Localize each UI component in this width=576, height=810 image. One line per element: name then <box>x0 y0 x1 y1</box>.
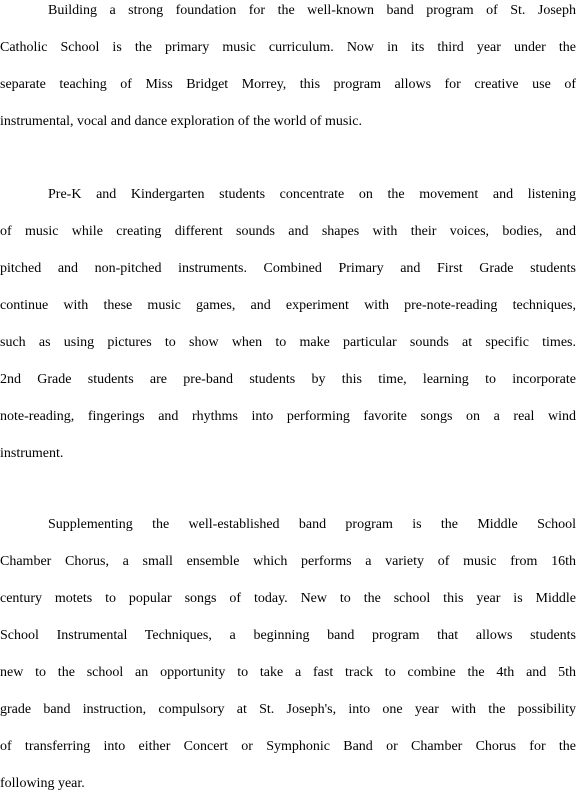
paragraph-line: Building a strong foundation for the well-known band program of St. Joseph <box>48 3 576 18</box>
paragraph-1 <box>0 0 576 140</box>
paragraph-line: separate teaching of Miss Bridget Morrey, this program allows for creative use of <box>0 77 576 92</box>
paragraph-line: pitched and non-pitched instruments. Combined Primary and First Grade students <box>0 261 576 276</box>
paragraph-line: continue with these music games, and experiment with pre-note-reading techniques, <box>0 298 576 313</box>
paragraph-line: of music while creating different sounds and shapes with their voices, bodies, and <box>0 224 576 239</box>
paragraph-line: following year. <box>0 776 85 791</box>
paragraph-line: new to the school an opportunity to take a fast track to combine the 4th and 5th <box>0 665 576 680</box>
paragraph-line: School Instrumental Techniques, a beginning band program that allows students <box>0 628 576 643</box>
paragraph-line: Chamber Chorus, a small ensemble which performs a variety of music from 16th <box>0 554 576 569</box>
paragraph-line: grade band instruction, compulsory at St. Joseph's, into one year with the possibility <box>0 702 576 717</box>
paragraph-line: instrumental, vocal and dance exploration of the world of music. <box>0 114 362 129</box>
paragraph-line: instrument. <box>0 446 64 461</box>
paragraph-line: Supplementing the well-established band program is the Middle School <box>48 517 576 532</box>
paragraph-line: Pre-K and Kindergarten students concentrate on the movement and listening <box>48 187 576 202</box>
paragraph-line: Catholic School is the primary music curriculum. Now in its third year under the <box>0 40 576 55</box>
paragraph-line: century motets to popular songs of today. New to the school this year is Middle <box>0 591 576 606</box>
paragraph-3 <box>0 506 576 802</box>
paragraph-line: such as using pictures to show when to make particular sounds at specific times. <box>0 335 576 350</box>
paragraph-2 <box>0 176 576 472</box>
paragraph-line: note-reading, fingerings and rhythms into performing favorite songs on a real wind <box>0 409 576 424</box>
paragraph-line: of transferring into either Concert or Symphonic Band or Chamber Chorus for the <box>0 739 576 754</box>
paragraph-line: 2nd Grade students are pre-band students by this time, learning to incorporate <box>0 372 576 387</box>
